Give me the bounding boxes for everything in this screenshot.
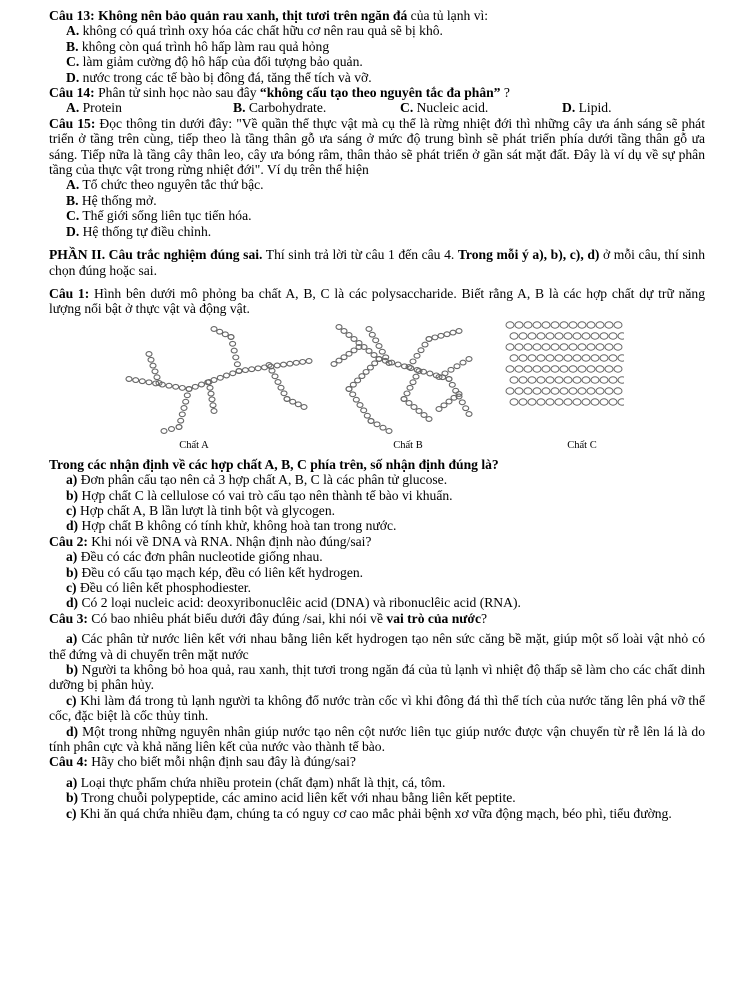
part2-question-3: Câu 3: Có bao nhiêu phát biểu dưới đây đúng /sai, khi nói về vai trò của nước? a) Các phân tử nước liên kết với nhau bằng liên kết hydrogen tạo nên sức căng bề mặt, giúp một số loài vật nhỏ có thể đứng và di chuyển trên mặt nước b) Người ta không bỏ hoa quả, rau xanh, thịt tươi trong ngăn đá của tủ lạnh vì nhiệt độ thấp sẽ làm cho các chất dinh dưỡng bị phân hủy. c) Khi làm đá trong tủ lạnh người ta không đổ nước tràn cốc vì khi đông đá thì thể tích của nước tăng lên phá vỡ thể cốc, đặc biệt là cốc thủy tinh. d) Một trong những nguyên nhân giúp nước tạo nên cột nước liên tục giúp nước được vận chuyển từ rễ lên lá là do tính phân cực và khả năng liên kết của nước vào thành tế bào. [49, 610, 705, 755]
p1-item-a: a) Đơn phân cấu tạo nên cả 3 hợp chất A, B, C là các phân tử glucose. [66, 472, 448, 488]
question-13 [49, 8, 705, 85]
q13-stem: của tủ lạnh vì: [407, 8, 489, 23]
p3-item-d: d) Một trong những nguyên nhân giúp nước tạo nên cột nước liên tục giúp nước được vận chuyển từ rễ lên lá là do tính phân cực và khả năng liên kết của nước vào thành tế bào. [49, 723, 705, 755]
part2-question-4 [49, 754, 705, 821]
p4-item-a: a) Loại thực phẩm chứa nhiều protein (chất đạm) nhất là thịt, cá, tôm. [66, 774, 446, 790]
p4-item-c: c) Khi ăn quá chứa nhiều đạm, chúng ta có nguy cơ cao mắc phải bệnh xơ vữa động mạch, béo phì, tiểu đường. [66, 805, 672, 821]
p4-stem: Hãy cho biết mỗi nhận định sau đây là đúng/sai? [87, 754, 356, 770]
q15-option-b: B. Hệ thống mở. [66, 192, 157, 208]
p3-stem: Có bao nhiêu phát biểu dưới đây đúng /sai, khi nói về [87, 610, 387, 626]
p1-stem: Hình bên dưới mô phỏng ba chất A, B, C là các polysaccharide. Biết rằng A, B là các hợp chất dự trữ năng lượng nổi bật ở thực vật và động vật. [49, 285, 705, 317]
p1-question-bold: Trong các nhận định về các hợp chất A, B, C phía trên, số nhận định đúng là? [49, 456, 499, 472]
polysaccharide-figure [49, 319, 705, 457]
p1-item-d: d) Hợp chất B không có tính khử, không hoà tan trong nước. [66, 518, 397, 534]
caption-chat-c: Chất C [567, 439, 597, 451]
p3-item-b: b) Người ta không bỏ hoa quả, rau xanh, thịt tươi trong ngăn đá của tủ lạnh vì nhiệt độ thấp sẽ làm cho các chất dinh dưỡng bị phân hủy. [49, 662, 705, 693]
p1-label: Câu 1: [49, 285, 90, 301]
caption-chat-a: Chất A [179, 439, 209, 451]
q14-stem-bold: “không cấu tạo theo nguyên tắc đa phân” [259, 85, 501, 101]
q14-option-b: B. Carbohydrate. [233, 100, 327, 116]
p1-item-c: c) Hợp chất A, B lần lượt là tinh bột và glycogen. [66, 502, 336, 518]
question-14: Câu 14: Phân tử sinh học nào sau đây “không cấu tạo theo nguyên tắc đa phân” ? A. Protein B. Carbohydrate. C. Nucleic acid. D. Lipid. [49, 85, 612, 116]
p4-item-b: b) Trong chuỗi polypeptide, các amino acid liên kết với nhau bằng liên kết peptite. [66, 790, 516, 806]
p2-item-b: b) Đều có cấu tạo mạch kép, đều có liên kết hydrogen. [66, 564, 364, 580]
q14-stem: Phân tử sinh học nào sau đây [94, 85, 260, 101]
p2-item-d: d) Có 2 loại nucleic acid: deoxyribonuclêic acid (DNA) và ribonuclêic acid (RNA). [66, 595, 521, 611]
q15-option-c: C. Thế giới sống liên tục tiến hóa. [66, 208, 252, 224]
q13-option-d: D. nước trong các tế bào bị đông đá, tăng thể tích và vỡ. [66, 69, 372, 85]
exam-page [49, 8, 705, 821]
q14-option-c: C. Nucleic acid. [400, 100, 489, 116]
q13-option-a: A. không có quá trình oxy hóa các chất hữu cơ nên rau quả sẽ bị khô. [66, 23, 443, 39]
cellulose-structure-illustration [504, 319, 624, 419]
caption-chat-b: Chất B [393, 439, 423, 451]
p3-stem-bold: vai trò của nước [386, 610, 481, 626]
q15-option-a: A. Tổ chức theo nguyên tắc thứ bậc. [66, 177, 264, 193]
p2-stem: Khi nói về DNA và RNA. Nhận định nào đúng/sai? [87, 533, 372, 549]
p2-item-a: a) Đều có các đơn phân nucleotide giống nhau. [66, 549, 323, 565]
q15-option-d: D. Hệ thống tự điều chỉnh. [66, 223, 212, 239]
p3-item-a: a) Các phân tử nước liên kết với nhau bằng liên kết hydrogen tạo nên sức căng bề mặt, giúp một số loài vật nhỏ có thể đứng và di chuyển trên mặt nước [49, 631, 705, 662]
glycogen-structure-illustration [319, 319, 479, 437]
p3-label: Câu 3: [49, 610, 88, 626]
q13-option-b: B. không còn quá trình hô hấp làm rau quả hỏng [66, 38, 330, 54]
part2-question-2 [49, 534, 705, 611]
starch-structure-illustration [119, 319, 319, 437]
q13-stem-bold: Câu 13: Không nên bảo quản rau xanh, thịt tươi trên ngăn đá [49, 8, 408, 23]
q15-stem: Đọc thông tin dưới đây: "Về quần thể thực vật mà cụ thể là rừng nhiệt đới thì những cây ưa ánh sáng sẽ phát triển ở tầng trên cùng, tiếp theo là tầng thân gỗ ưa sáng ở mức độ trung bình sẽ phát triển phía dưới tầng thân gỗ ưa sáng. Tiếp nữa là tầng cây thân leo, cây ưa bóng râm, thân thảo sẽ phát triển ở gần sát mặt đất. Đây là ví dụ về sự phân tầng của thực vật trong rừng nhiệt đới". Ví dụ trên thể hiện [49, 115, 705, 178]
p4-label: Câu 4: [49, 754, 88, 770]
q14-option-a: A. Protein [66, 100, 122, 116]
p1-item-b: b) Hợp chất C là cellulose có vai trò cấu tạo nên thành tế bào vi khuẩn. [66, 487, 453, 503]
question-15 [49, 116, 705, 239]
p2-label: Câu 2: [49, 533, 88, 549]
part2-heading: PHẦN II. Câu trắc nghiệm đúng sai. Thí sinh trả lời từ câu 1 đến câu 4. Trong mỗi ý a), b), c), d) ở mỗi câu, thí sinh chọn đúng hoặc sai. [49, 247, 705, 278]
part2-question-1 [49, 286, 705, 534]
q13-option-c: C. làm giảm cường độ hô hấp của đối tượng bảo quản. [66, 54, 363, 70]
p2-item-c: c) Đều có liên kết phosphodiester. [66, 579, 251, 595]
p3-item-c: c) Khi làm đá trong tủ lạnh người ta không đổ nước tràn cốc vì khi đông đá thì thể tích của nước tăng lên phá vỡ thể cốc, đặc biệt là cốc thủy tinh. [49, 692, 705, 724]
q14-option-d: D. Lipid. [562, 100, 612, 116]
q15-label: Câu 15: [49, 115, 96, 131]
q14-label: Câu 14: [49, 85, 95, 101]
